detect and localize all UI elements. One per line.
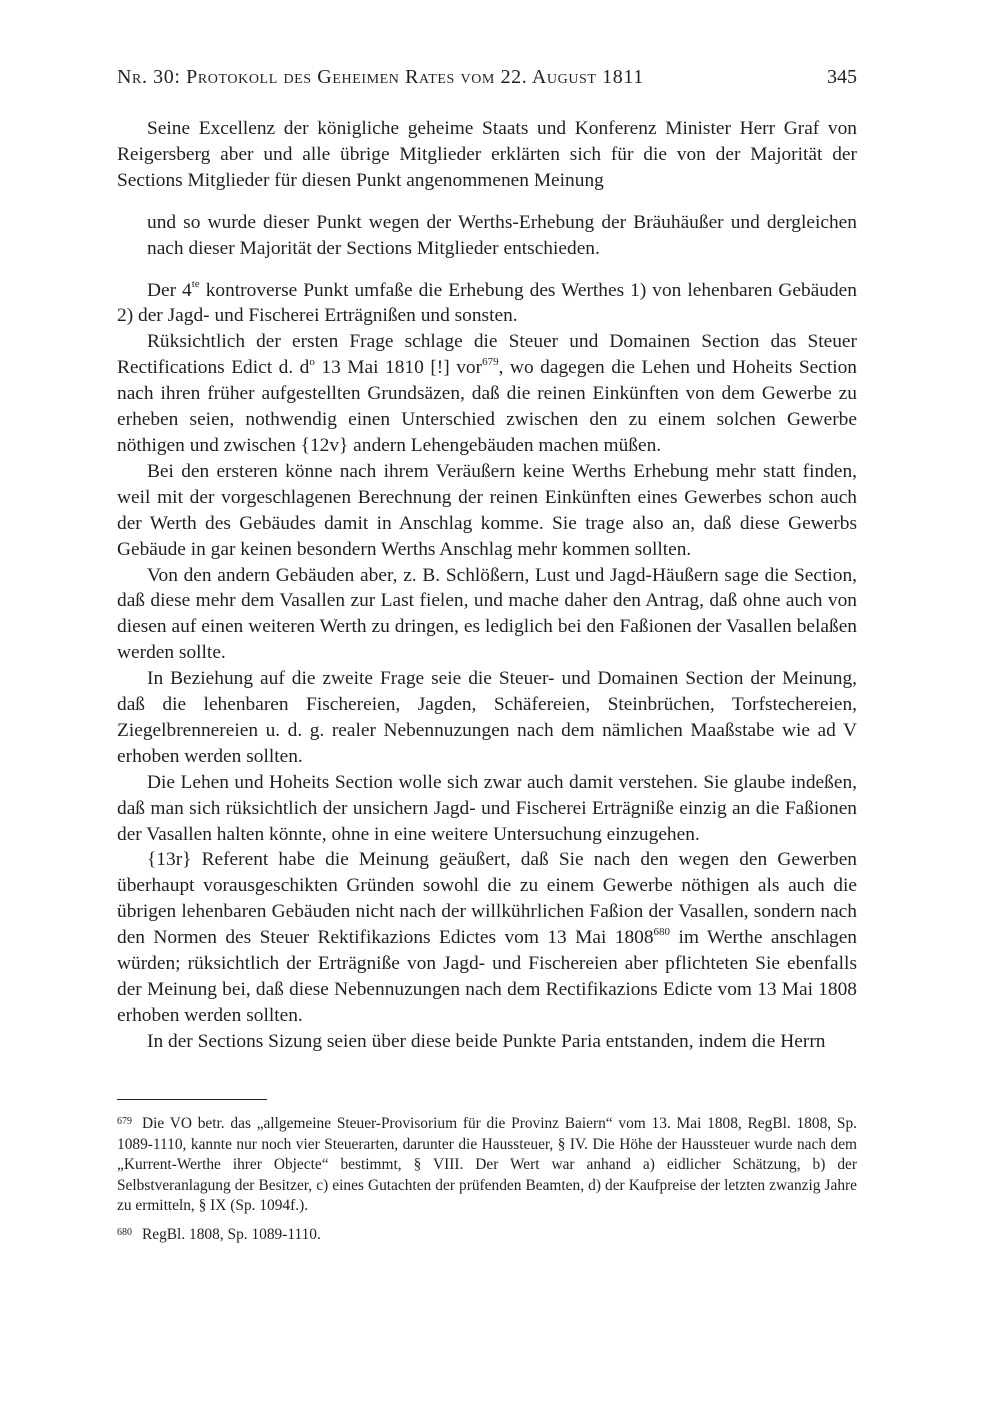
paragraph-6: Von den andern Gebäuden aber, z. B. Schlößern, Lust und Jagd-Häußern sage die Section, daß diese mehr dem Vasallen zur Last fielen, und mache daher den Antrag, daß ohne auch von diesen auf einen weiteren Werth zu dringen, es lediglich bei den Faßionen der Vasallen belaßen werden sollte. (117, 564, 857, 664)
paragraph-9-text-b: im Werthe anschlagen würden; rüksichtlich der Erträgniße von Jagd- und Fischereien aber pflichteten Sie ebenfalls der Meinung bei, daß diese Nebennuzungen nach dem Rectifikazions Edicte vom 13 Mai 1808 erhoben werden sollten. (117, 927, 857, 1026)
paragraph-3-text-a: Der 4 (147, 279, 192, 301)
footnote-text: RegBl. 1808, Sp. 1089-1110. (142, 1225, 321, 1243)
footnote-ref-680[interactable]: 680 (653, 925, 671, 938)
footnotes (117, 1112, 857, 1252)
paragraph-1: Seine Excellenz der königliche geheime Staats und Konferenz Minister Herr Graf von Reigersberg aber und alle übrige Mitglieder erklärten sich für die von der Majorität der Sections Mitglieder für diesen Punkt angenommenen Meinung (117, 118, 857, 191)
body-text (117, 116, 857, 1055)
paragraph-4-text-c: , wo dagegen die Lehen und Hoheits Section nach ihren früher aufgestellten Grundsäzen, daß die reinen Einkünften von dem Gewerbe zu erheben seien, nothwendig einen Unterschied zwischen den zu einem solchen Gewerbe nöthigen und zwischen {12v} andern Lehengebäuden machen müßen. (117, 357, 857, 456)
footnote-679 (117, 1112, 857, 1217)
footnote-text: Die VO betr. das „allgemeine Steuer-Provisorium für die Provinz Baiern“ vom 13. Mai 1808, RegBl. 1808, Sp. 1089-1110, kannte nur noch vier Steuerarten, darunter die Haussteuer, § IV. Die Höhe der Haussteuer wurde nach dem „Kurrent-Werthe ihrer Objecte“ bestimmt, § VIII. Der Wert war anhand a) eidlicher Schätzung, b) der Selbstveranlagung der Besitzer, c) eines Gutachten der prüfenden Beamten, d) der Kaufpreise der letzten zwanzig Jahre zu ermitteln, § IX (Sp. 1094f.). (117, 1115, 857, 1215)
footnote-number: 680 (117, 1226, 132, 1238)
page-number: 345 (827, 66, 857, 88)
paragraph-3-text-b: kontroverse Punkt umfaße die Erhebung des Werthes 1) von lehenbaren Gebäuden 2) der Jagd- und Fischerei Erträgnißen und sonsten. (117, 279, 857, 327)
superscript-o: o (309, 355, 315, 368)
superscript-te: te (191, 278, 200, 291)
paragraph-5: Bei den ersteren könne nach ihrem Veräußern keine Werths Erhebung mehr statt finden, weil mit der vorgeschlagenen Berechnung der reinen Einkünften eines Gewerbes schon auch der Werth des Gebäudes damit in Anschlag komme. Sie trage also an, daß diese Gewerbs Gebäude in gar keinen besondern Werths Anschlag mehr kommen sollten. (117, 460, 857, 560)
paragraph-7: In Beziehung auf die zweite Frage seie die Steuer- und Domainen Section der Meinung, daß die lehenbaren Fischereien, Jagden, Schäfereien, Steinbrüchen, Torfstechereien, Ziegelbrennereien u. d. g. realer Nebennuzungen nach dem nämlichen Maaßstabe wie ad V erhoben werden sollten. (117, 668, 857, 767)
paragraph-4-text-a: Rüksichtlich der ersten Frage schlage die Steuer und Domainen Section das Steuer Rectifications Edict d. d (117, 331, 857, 379)
footnote-number: 679 (117, 1116, 132, 1127)
paragraph-4 (117, 329, 857, 459)
paragraph-8: Die Lehen und Hoheits Section wolle sich zwar auch damit verstehen. Sie glaube indeßen, daß man sich rüksichtlich der unsichern Jagd- und Fischerei Erträgniße einzig an die Faßionen der Vasallen halten könnte, ohne in eine weitere Untersuchung einzugehen. (117, 771, 857, 845)
paragraph-2: und so wurde dieser Punkt wegen der Werths-Erhebung der Bräuhäußer und dergleichen nach dieser Majorität der Sections Mitglieder entschieden. (147, 211, 857, 259)
footnote-680 (117, 1223, 857, 1246)
running-head: Nr. 30: Protokoll des Geheimen Rates vom 22. August 1811 (117, 66, 644, 88)
paragraph-4-text-b: 13 Mai 1810 [!] vor (314, 357, 483, 379)
paragraph-10: In der Sections Sizung seien über diese beide Punkte Paria entstanden, indem die Herrn (147, 1030, 826, 1052)
paragraph-9-text-a: {13r} Referent habe die Meinung geäußert, daß Sie nach den wegen den Gewerben überhaupt vorausgeschikten Gründen sowohl die zu einem Gewerbe nöthigen als auch die übrigen lehenbaren Gebäuden nicht nach der willkührlichen Faßion der Vasallen, sondern nach den Normen des Steuer Rektifikazions Edictes vom 13 Mai 1808 (117, 849, 857, 949)
paragraph-3 (117, 278, 857, 330)
footnote-separator (117, 1099, 267, 1100)
footnote-ref-679[interactable]: 679 (482, 355, 499, 368)
page-header (117, 62, 857, 94)
paragraph-9 (117, 847, 857, 1028)
